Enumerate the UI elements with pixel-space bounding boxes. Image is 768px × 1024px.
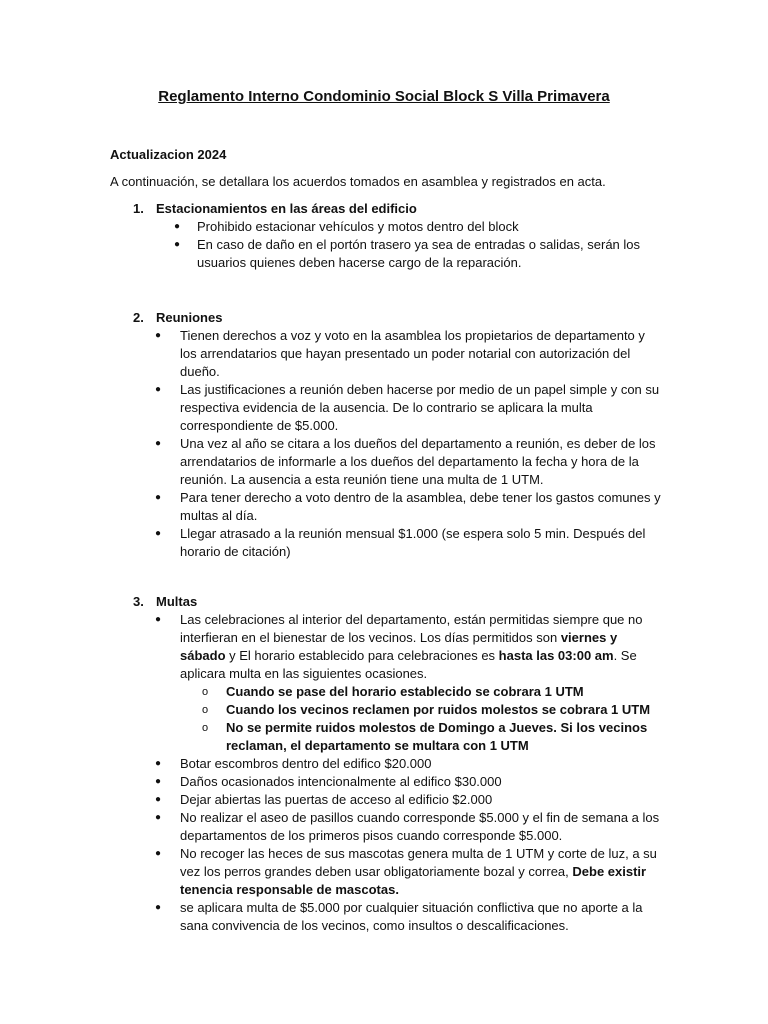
list-item [0, 899, 768, 935]
bullet-list [0, 327, 768, 561]
bullet-icon: ● [155, 438, 162, 449]
bullet-icon: ● [155, 776, 162, 787]
list-item-text: Botar escombros dentro del edifico $20.000 [180, 756, 432, 771]
list-item [0, 218, 768, 236]
allowed-days: viernes y sábado [180, 630, 618, 663]
list-item [0, 809, 768, 845]
list-item [0, 327, 768, 381]
bullet-icon: ● [174, 221, 181, 232]
bullet-icon: ● [155, 492, 162, 503]
bullet-list [0, 218, 768, 272]
section-title: Estacionamientos en las áreas del edificio [156, 201, 417, 216]
list-item-text: Llegar atrasado a la reunión mensual $1.000 (se espera solo 5 min. Después del horario de citación) [180, 526, 646, 559]
bullet-icon: ● [174, 239, 181, 250]
list-item-text: se aplicara multa de $5.000 por cualquier situación conflictiva que no aporte a la sana convivencia de los vecinos, como insultos o descalificaciones. [180, 900, 643, 933]
bullet-icon: ● [155, 330, 162, 341]
sub-item-text: Cuando se pase del horario establecido se cobrara 1 UTM [226, 684, 584, 699]
update-label: Actualizacion 2024 [110, 147, 227, 162]
section-number: 2. [133, 310, 144, 325]
section-number: 1. [133, 201, 144, 216]
circle-bullet-icon: o [202, 704, 209, 716]
section-heading [133, 593, 197, 611]
bullet-icon: ● [155, 614, 162, 625]
list-item [0, 236, 768, 272]
list-item [0, 755, 768, 773]
list-item-text: Daños ocasionados intencionalmente al edifico $30.000 [180, 774, 502, 789]
sub-list-item [202, 719, 666, 755]
list-item-text: En caso de daño en el portón trasero ya sea de entradas o salidas, serán los usuarios quienes deben hacerse cargo de la reparación. [197, 237, 641, 270]
intro-paragraph: A continuación, se detallara los acuerdos tomados en asamblea y registrados en acta. [110, 174, 606, 189]
text-part: No recoger las heces de sus mascotas genera multa de 1 UTM y corte de luz, a su vez los perros grandes deben usar obligatoriamente bozal y correa, [180, 846, 657, 879]
list-item [0, 791, 768, 809]
sub-item-text: Cuando los vecinos reclamen por ruidos molestos se cobrara 1 UTM [226, 702, 651, 717]
list-item-text: Tienen derechos a voz y voto en la asamblea los propietarios de departamento y los arrendatarios que hayan presentado un poder notarial con autorización del dueño. [180, 328, 645, 379]
list-item [0, 845, 768, 899]
pet-responsibility-note: Debe existir tenencia responsable de mascotas. [180, 864, 647, 897]
list-item [0, 525, 768, 561]
list-item [0, 611, 768, 755]
list-item-text [180, 611, 660, 683]
section-heading [133, 309, 222, 327]
bullet-icon: ● [155, 902, 162, 913]
list-item-text: Las justificaciones a reunión deben hacerse por medio de un papel simple y con su respectiva evidencia de la ausencia. De lo contrario se aplicara la multa correspondiente de $5.000. [180, 382, 660, 433]
sub-list-item [202, 701, 666, 719]
circle-bullet-icon: o [202, 722, 209, 734]
list-item-text [180, 845, 660, 899]
sub-list-item [202, 683, 666, 701]
list-item-text: Prohibido estacionar vehículos y motos dentro del block [197, 219, 519, 234]
section-title: Reuniones [156, 310, 223, 325]
list-item-text: Dejar abiertas las puertas de acceso al edificio $2.000 [180, 792, 493, 807]
bullet-icon: ● [155, 384, 162, 395]
section-number: 3. [133, 594, 144, 609]
bullet-icon: ● [155, 794, 162, 805]
section-heading [133, 200, 417, 218]
bullet-icon: ● [155, 812, 162, 823]
text-part: . Se aplicara multa en las siguientes ocasiones. [180, 648, 637, 681]
bullet-icon: ● [155, 528, 162, 539]
bullet-icon: ● [155, 758, 162, 769]
section-title: Multas [156, 594, 198, 609]
list-item-text: Para tener derecho a voto dentro de la asamblea, debe tener los gastos comunes y multas al día. [180, 490, 661, 523]
list-item [0, 489, 768, 525]
list-item [0, 381, 768, 435]
list-item-text: No realizar el aseo de pasillos cuando corresponde $5.000 y el fin de semana a los departamentos de los primeros pisos cuando corresponde $5.000. [180, 810, 660, 843]
document-title: Reglamento Interno Condominio Social Block S Villa Primavera [158, 88, 610, 105]
list-item [0, 435, 768, 489]
list-item [0, 773, 768, 791]
sub-item-text: No se permite ruidos molestos de Domingo a Jueves. Si los vecinos reclaman, el departamento se multara con 1 UTM [226, 720, 648, 753]
sub-list [202, 683, 666, 755]
list-item-text: Una vez al año se citara a los dueños del departamento a reunión, es deber de los arrendatarios de informarle a los dueños del departamento la fecha y hora de la reunión. La ausencia a esta reunión tiene una multa de 1 UTM. [180, 436, 656, 487]
text-part: y El horario establecido para celebraciones es [225, 648, 499, 663]
circle-bullet-icon: o [202, 686, 209, 698]
bullet-list [0, 611, 768, 935]
text-part: Las celebraciones al interior del departamento, están permitidas siempre que no interfieran en el bienestar de los vecinos. Los días permitidos son [180, 612, 643, 645]
allowed-hours: hasta las 03:00 am [498, 648, 614, 663]
bullet-icon: ● [155, 848, 162, 859]
